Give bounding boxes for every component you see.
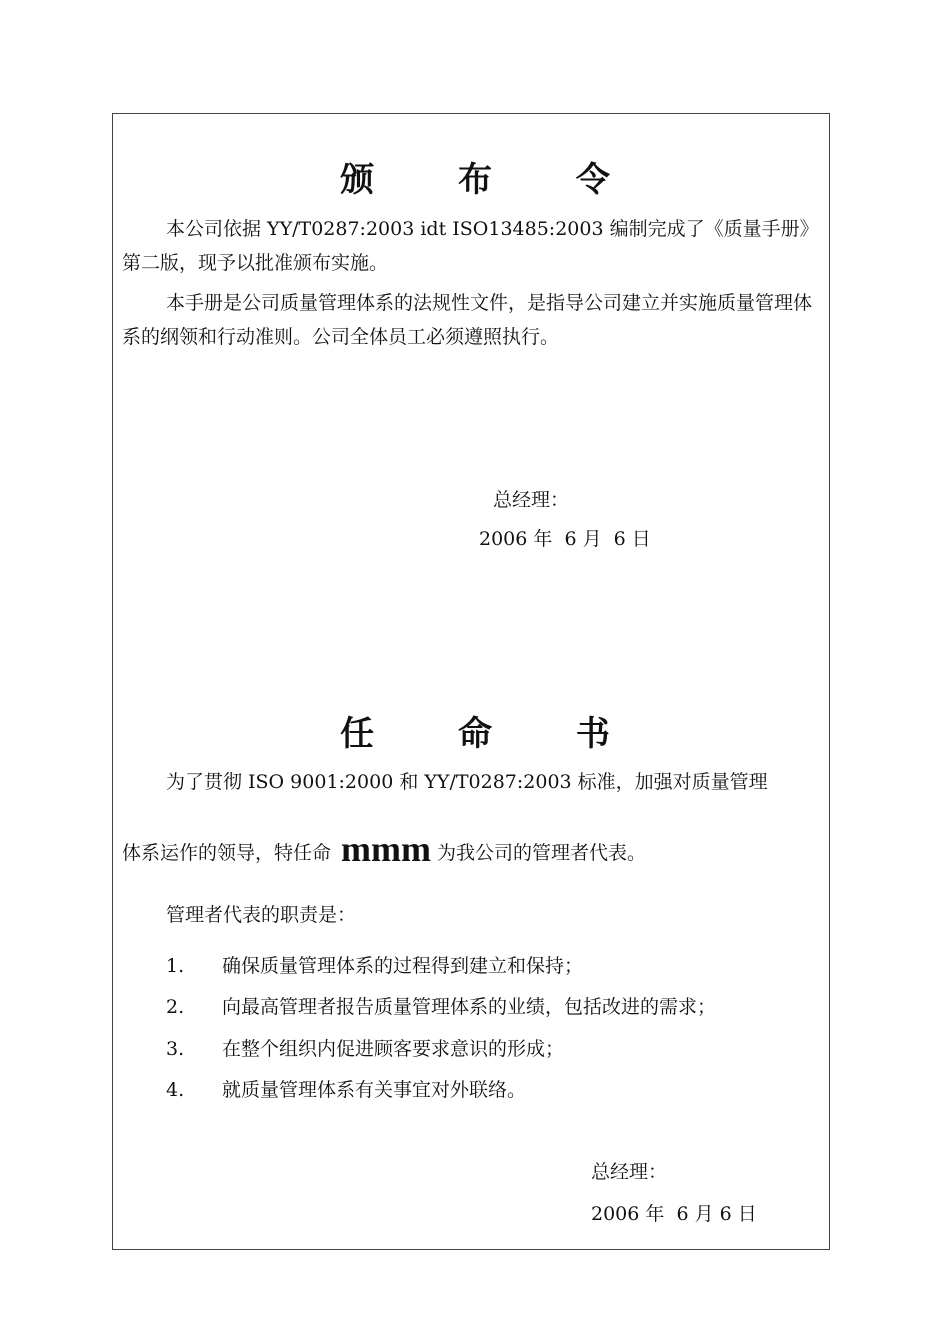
appointee-name: mmm (341, 829, 431, 869)
duty-item (166, 1075, 526, 1102)
duty-number: 1. (166, 955, 185, 977)
decree-title: 颁 布 令 (340, 160, 646, 200)
appointment-signer-label: 总经理： (591, 1161, 668, 1183)
duty-text: 就质量管理体系有关事宜对外联络。 (222, 1079, 527, 1101)
decree-date: 2006 年 6 月 6 日 (479, 528, 651, 550)
appointment-date: 2006 年 6 月 6 日 (591, 1203, 757, 1225)
duty-item (166, 1034, 564, 1061)
appointment-title: 任 命 书 (340, 714, 646, 754)
duty-item (166, 951, 583, 978)
appointment-line-2 (122, 828, 646, 870)
duty-number: 2. (166, 996, 185, 1018)
duty-item (166, 992, 716, 1019)
duty-number: 3. (166, 1038, 185, 1060)
duty-text: 在整个组织内促进顾客要求意识的形成； (222, 1038, 565, 1060)
duty-number: 4. (166, 1079, 185, 1101)
duties-heading: 管理者代表的职责是： (166, 904, 357, 926)
decree-paragraph-1: 本公司依据 YY/T0287:2003 idt ISO13485:2003 编制完成了《质量手册》第二版，现予以批准颁布实施。 (122, 218, 819, 274)
duty-text: 确保质量管理体系的过程得到建立和保持； (222, 955, 584, 977)
decree-signer-label: 总经理： (493, 489, 570, 511)
decree-paragraph-2: 本手册是公司质量管理体系的法规性文件，是指导公司建立并实施质量管理体系的纲领和行动准则。公司全体员工必须遵照执行。 (122, 292, 813, 348)
appointment-line-2-after: 为我公司的管理者代表。 (436, 842, 646, 864)
appointment-line-1: 为了贯彻 ISO 9001:2000 和 YY/T0287:2003 标准，加强对质量管理 (166, 771, 768, 793)
duty-text: 向最高管理者报告质量管理体系的业绩，包括改进的需求； (222, 996, 717, 1018)
appointment-line-2-before: 体系运作的领导，特任命 (122, 842, 332, 864)
